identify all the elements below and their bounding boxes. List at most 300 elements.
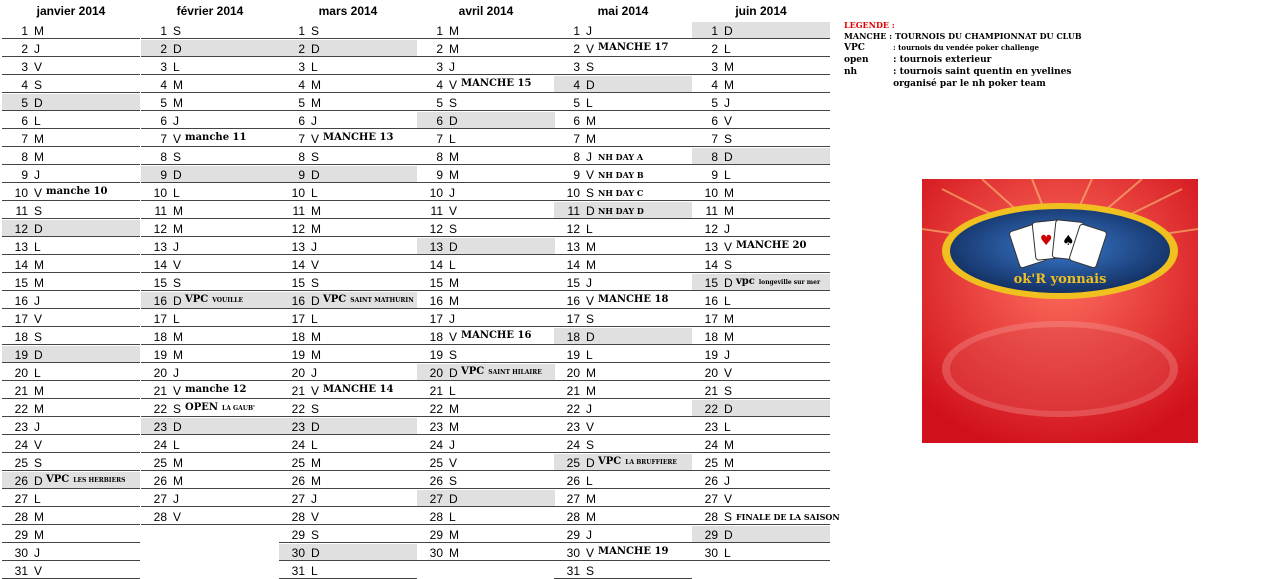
day-letter: M (449, 420, 459, 434)
day-number: 11 (567, 204, 580, 218)
day-row (141, 202, 279, 219)
event-title: MANCHE 20 (736, 240, 807, 251)
day-number: 7 (298, 132, 305, 146)
day-letter: J (173, 114, 179, 128)
day-letter: J (173, 492, 179, 506)
day-number: 16 (566, 294, 580, 308)
day-letter: M (724, 438, 734, 452)
day-row (279, 58, 417, 75)
day-number: 4 (298, 78, 305, 92)
day-letter: M (173, 348, 183, 362)
day-row (279, 454, 417, 471)
day-letter: J (34, 546, 40, 560)
event-title: NH DAY D (598, 206, 644, 216)
event-label (598, 206, 644, 216)
day-row (692, 400, 830, 417)
day-row (554, 418, 692, 435)
day-number: 4 (573, 78, 580, 92)
day-row (417, 472, 555, 489)
day-letter: J (449, 438, 455, 452)
day-letter: L (34, 114, 41, 128)
day-letter: L (586, 222, 593, 236)
event-label (736, 512, 840, 522)
day-number: 1 (298, 24, 305, 38)
month-title: mai 2014 (597, 4, 649, 18)
day-row (141, 274, 279, 291)
day-row (692, 544, 830, 561)
day-row (279, 184, 417, 201)
day-letter: D (449, 240, 458, 254)
day-row (554, 454, 692, 471)
day-number: 19 (291, 348, 305, 362)
day-number: 6 (160, 114, 167, 128)
day-row (417, 238, 555, 255)
day-row (692, 112, 830, 129)
event-title: VPC (598, 456, 622, 467)
day-number: 24 (704, 438, 718, 452)
day-row (417, 310, 555, 327)
event-label (323, 132, 393, 143)
day-row (554, 22, 692, 39)
day-row (554, 490, 692, 507)
day-letter: M (173, 456, 183, 470)
legend-item-nh (844, 66, 1264, 78)
day-row (141, 166, 279, 183)
day-letter: S (173, 150, 182, 164)
day-letter: S (586, 186, 595, 200)
legend-key: MANCHE : (844, 31, 893, 41)
day-number: 10 (704, 186, 718, 200)
day-row (417, 544, 555, 561)
day-row (141, 382, 279, 399)
day-row (141, 40, 279, 57)
day-letter: S (173, 402, 182, 416)
day-letter: M (173, 96, 183, 110)
day-row (2, 346, 140, 363)
day-letter: D (34, 96, 43, 110)
day-row (2, 274, 140, 291)
event-title: manche 11 (185, 132, 247, 143)
day-letter: V (449, 78, 458, 92)
day-row (692, 58, 830, 75)
day-number: 2 (160, 42, 167, 56)
day-row (554, 40, 692, 57)
day-row (554, 562, 692, 579)
day-letter: M (34, 510, 44, 524)
day-letter: D (311, 42, 320, 56)
event-label (323, 294, 414, 305)
day-number: 15 (291, 276, 305, 290)
day-number: 1 (711, 24, 718, 38)
day-row (417, 418, 555, 435)
day-row (2, 130, 140, 147)
day-row (279, 436, 417, 453)
day-row (417, 166, 555, 183)
day-number: 27 (153, 492, 167, 506)
day-number: 17 (566, 312, 580, 326)
day-row (692, 166, 830, 183)
day-number: 14 (14, 258, 28, 272)
day-row (279, 202, 417, 219)
legend-item-vpc (844, 42, 1264, 54)
day-row (417, 112, 555, 129)
event-title: manche 10 (46, 186, 108, 197)
day-letter: V (724, 240, 733, 254)
day-number: 18 (429, 330, 443, 344)
day-letter: V (173, 258, 182, 272)
day-row (141, 76, 279, 93)
day-letter: S (724, 384, 733, 398)
day-number: 26 (566, 474, 580, 488)
event-title: MANCHE 18 (598, 294, 669, 305)
day-letter: L (586, 474, 593, 488)
day-row (554, 472, 692, 489)
day-number: 18 (14, 330, 28, 344)
day-number: 3 (711, 60, 718, 74)
day-letter: M (34, 402, 44, 416)
day-number: 9 (21, 168, 28, 182)
day-number: 18 (291, 330, 305, 344)
day-row (2, 544, 140, 561)
day-row (692, 490, 830, 507)
day-row (417, 274, 555, 291)
day-letter: D (724, 24, 733, 38)
day-number: 9 (298, 168, 305, 182)
day-letter: L (34, 240, 41, 254)
day-number: 28 (429, 510, 443, 524)
day-row (554, 346, 692, 363)
day-letter: J (724, 348, 730, 362)
day-row (279, 382, 417, 399)
day-row (2, 166, 140, 183)
legend (844, 20, 1264, 90)
day-number: 13 (153, 240, 167, 254)
day-letter: D (173, 420, 182, 434)
day-letter: J (586, 528, 592, 542)
day-number: 29 (429, 528, 443, 542)
day-letter: S (586, 312, 595, 326)
day-letter: D (311, 294, 320, 308)
day-letter: M (311, 456, 321, 470)
day-number: 21 (291, 384, 305, 398)
day-row (692, 130, 830, 147)
day-letter: M (34, 150, 44, 164)
day-row (417, 40, 555, 57)
day-letter: L (449, 258, 456, 272)
day-letter: S (724, 132, 733, 146)
day-letter: J (173, 240, 179, 254)
day-number: 25 (291, 456, 305, 470)
day-number: 18 (153, 330, 167, 344)
day-letter: M (449, 276, 459, 290)
day-row (2, 112, 140, 129)
day-number: 7 (160, 132, 167, 146)
event-label (46, 474, 125, 485)
day-letter: L (586, 96, 593, 110)
day-letter: V (34, 564, 43, 578)
day-number: 12 (429, 222, 443, 236)
day-row (2, 472, 140, 489)
day-row (554, 436, 692, 453)
day-number: 13 (429, 240, 443, 254)
day-letter: M (586, 258, 596, 272)
day-letter: L (724, 42, 731, 56)
day-row (2, 148, 140, 165)
legend-item-manche (844, 30, 1264, 42)
event-label (461, 330, 531, 341)
day-row (141, 220, 279, 237)
day-letter: M (449, 528, 459, 542)
day-row (692, 292, 830, 309)
day-row (141, 184, 279, 201)
day-row (554, 166, 692, 183)
day-number: 7 (436, 132, 443, 146)
day-number: 23 (291, 420, 305, 434)
event-label (461, 78, 531, 89)
day-row (2, 202, 140, 219)
day-letter: M (586, 510, 596, 524)
day-row (141, 454, 279, 471)
day-number: 17 (429, 312, 443, 326)
day-row (417, 220, 555, 237)
day-number: 26 (704, 474, 718, 488)
day-number: 14 (291, 258, 305, 272)
day-number: 12 (14, 222, 28, 236)
event-title: MANCHE 17 (598, 42, 669, 53)
day-row (2, 310, 140, 327)
day-number: 18 (566, 330, 580, 344)
day-row (417, 400, 555, 417)
day-number: 1 (436, 24, 443, 38)
day-number: 23 (704, 420, 718, 434)
day-number: 5 (160, 96, 167, 110)
day-row (417, 490, 555, 507)
day-letter: J (586, 402, 592, 416)
logo-reflection (942, 321, 1178, 417)
day-number: 18 (704, 330, 718, 344)
day-row (692, 454, 830, 471)
day-letter: M (586, 366, 596, 380)
day-letter: J (311, 366, 317, 380)
event-label (461, 366, 542, 377)
day-row (554, 184, 692, 201)
day-letter: V (311, 384, 320, 398)
day-letter: J (34, 42, 40, 56)
day-number: 30 (291, 546, 305, 560)
day-letter: L (34, 366, 41, 380)
day-letter: D (724, 402, 733, 416)
day-letter: L (311, 438, 318, 452)
day-letter: M (586, 114, 596, 128)
day-row (554, 58, 692, 75)
event-title: OPEN (185, 402, 218, 413)
day-letter: M (586, 132, 596, 146)
event-label (185, 402, 255, 413)
day-row (554, 76, 692, 93)
day-number: 15 (566, 276, 580, 290)
day-row (692, 472, 830, 489)
day-letter: S (724, 258, 733, 272)
day-number: 26 (153, 474, 167, 488)
day-letter: S (724, 510, 733, 524)
day-letter: L (311, 312, 318, 326)
day-row (417, 346, 555, 363)
day-letter: S (449, 96, 458, 110)
day-number: 2 (436, 42, 443, 56)
day-number: 6 (711, 114, 718, 128)
day-letter: M (311, 222, 321, 236)
day-row (554, 292, 692, 309)
day-letter: S (34, 330, 43, 344)
day-letter: V (311, 132, 320, 146)
day-letter: L (449, 510, 456, 524)
day-letter: D (724, 528, 733, 542)
day-number: 10 (291, 186, 305, 200)
event-place: SAINT MATHURIN (350, 297, 414, 304)
day-letter: S (586, 438, 595, 452)
day-letter: L (724, 420, 731, 434)
day-number: 27 (429, 492, 443, 506)
day-number: 20 (153, 366, 167, 380)
day-row (692, 418, 830, 435)
day-number: 17 (291, 312, 305, 326)
day-row (417, 76, 555, 93)
day-letter: M (724, 60, 734, 74)
day-row (279, 274, 417, 291)
club-logo (922, 179, 1198, 443)
event-label (598, 294, 668, 305)
day-letter: M (34, 132, 44, 146)
day-letter: L (724, 294, 731, 308)
day-number: 3 (436, 60, 443, 74)
legend-text: TOURNOIS DU CHAMPIONNAT DU CLUB (894, 31, 1082, 41)
day-letter: S (449, 474, 458, 488)
day-number: 25 (704, 456, 718, 470)
day-letter: M (311, 348, 321, 362)
day-number: 4 (711, 78, 718, 92)
day-letter: V (311, 510, 320, 524)
day-row (554, 148, 692, 165)
legend-text: : tournois saint quentin en yvelines (893, 67, 1072, 77)
day-number: 27 (704, 492, 718, 506)
day-letter: M (34, 528, 44, 542)
day-row (417, 94, 555, 111)
day-letter: J (311, 114, 317, 128)
day-letter: S (34, 456, 43, 470)
day-number: 24 (566, 438, 580, 452)
day-number: 25 (429, 456, 443, 470)
day-letter: M (34, 258, 44, 272)
day-row (141, 364, 279, 381)
day-number: 8 (711, 150, 718, 164)
event-title: FINALE DE LA SAISON (736, 512, 840, 522)
day-row (554, 382, 692, 399)
day-letter: M (34, 24, 44, 38)
day-row (692, 40, 830, 57)
day-letter: M (724, 78, 734, 92)
day-row (141, 292, 279, 309)
day-number: 2 (711, 42, 718, 56)
event-title: NH DAY A (598, 152, 644, 162)
day-row (417, 130, 555, 147)
day-row (692, 256, 830, 273)
day-letter: D (34, 222, 43, 236)
day-letter: M (449, 150, 459, 164)
day-row (554, 310, 692, 327)
day-letter: D (586, 78, 595, 92)
day-number: 19 (429, 348, 443, 362)
day-row (141, 148, 279, 165)
day-number: 6 (21, 114, 28, 128)
day-number: 29 (704, 528, 718, 542)
day-row (417, 526, 555, 543)
day-letter: M (449, 168, 459, 182)
day-letter: D (586, 456, 595, 470)
day-letter: J (724, 474, 730, 488)
day-number: 3 (160, 60, 167, 74)
day-row (417, 364, 555, 381)
day-number: 22 (704, 402, 718, 416)
event-label (185, 384, 246, 395)
day-number: 14 (153, 258, 167, 272)
day-number: 24 (153, 438, 167, 452)
day-row (141, 58, 279, 75)
day-letter: J (34, 420, 40, 434)
day-row (279, 526, 417, 543)
day-number: 14 (429, 258, 443, 272)
day-letter: J (34, 294, 40, 308)
month-title: mars 2014 (318, 4, 378, 18)
day-number: 22 (429, 402, 443, 416)
day-row (141, 472, 279, 489)
day-row (2, 94, 140, 111)
event-label (185, 294, 243, 305)
day-number: 25 (153, 456, 167, 470)
day-number: 22 (14, 402, 28, 416)
day-letter: V (586, 294, 595, 308)
day-letter: M (586, 240, 596, 254)
day-number: 10 (153, 186, 167, 200)
day-row (2, 40, 140, 57)
day-letter: D (173, 294, 182, 308)
event-title: manche 12 (185, 384, 247, 395)
month-title: juin 2014 (735, 4, 787, 18)
day-letter: V (34, 312, 43, 326)
day-number: 23 (14, 420, 28, 434)
day-row (279, 238, 417, 255)
day-row (417, 202, 555, 219)
day-letter: S (173, 276, 182, 290)
day-row (417, 382, 555, 399)
day-number: 28 (14, 510, 28, 524)
svg-text:♠: ♠ (1062, 233, 1075, 249)
day-row (417, 436, 555, 453)
day-number: 6 (298, 114, 305, 128)
day-letter: V (449, 330, 458, 344)
day-number: 9 (711, 168, 718, 182)
day-letter: M (724, 186, 734, 200)
day-number: 21 (704, 384, 718, 398)
day-row (692, 274, 830, 291)
day-letter: V (724, 114, 733, 128)
day-number: 23 (429, 420, 443, 434)
day-letter: D (449, 492, 458, 506)
day-row (141, 490, 279, 507)
day-letter: L (449, 384, 456, 398)
day-number: 22 (153, 402, 167, 416)
day-row (692, 526, 830, 543)
day-row (141, 256, 279, 273)
